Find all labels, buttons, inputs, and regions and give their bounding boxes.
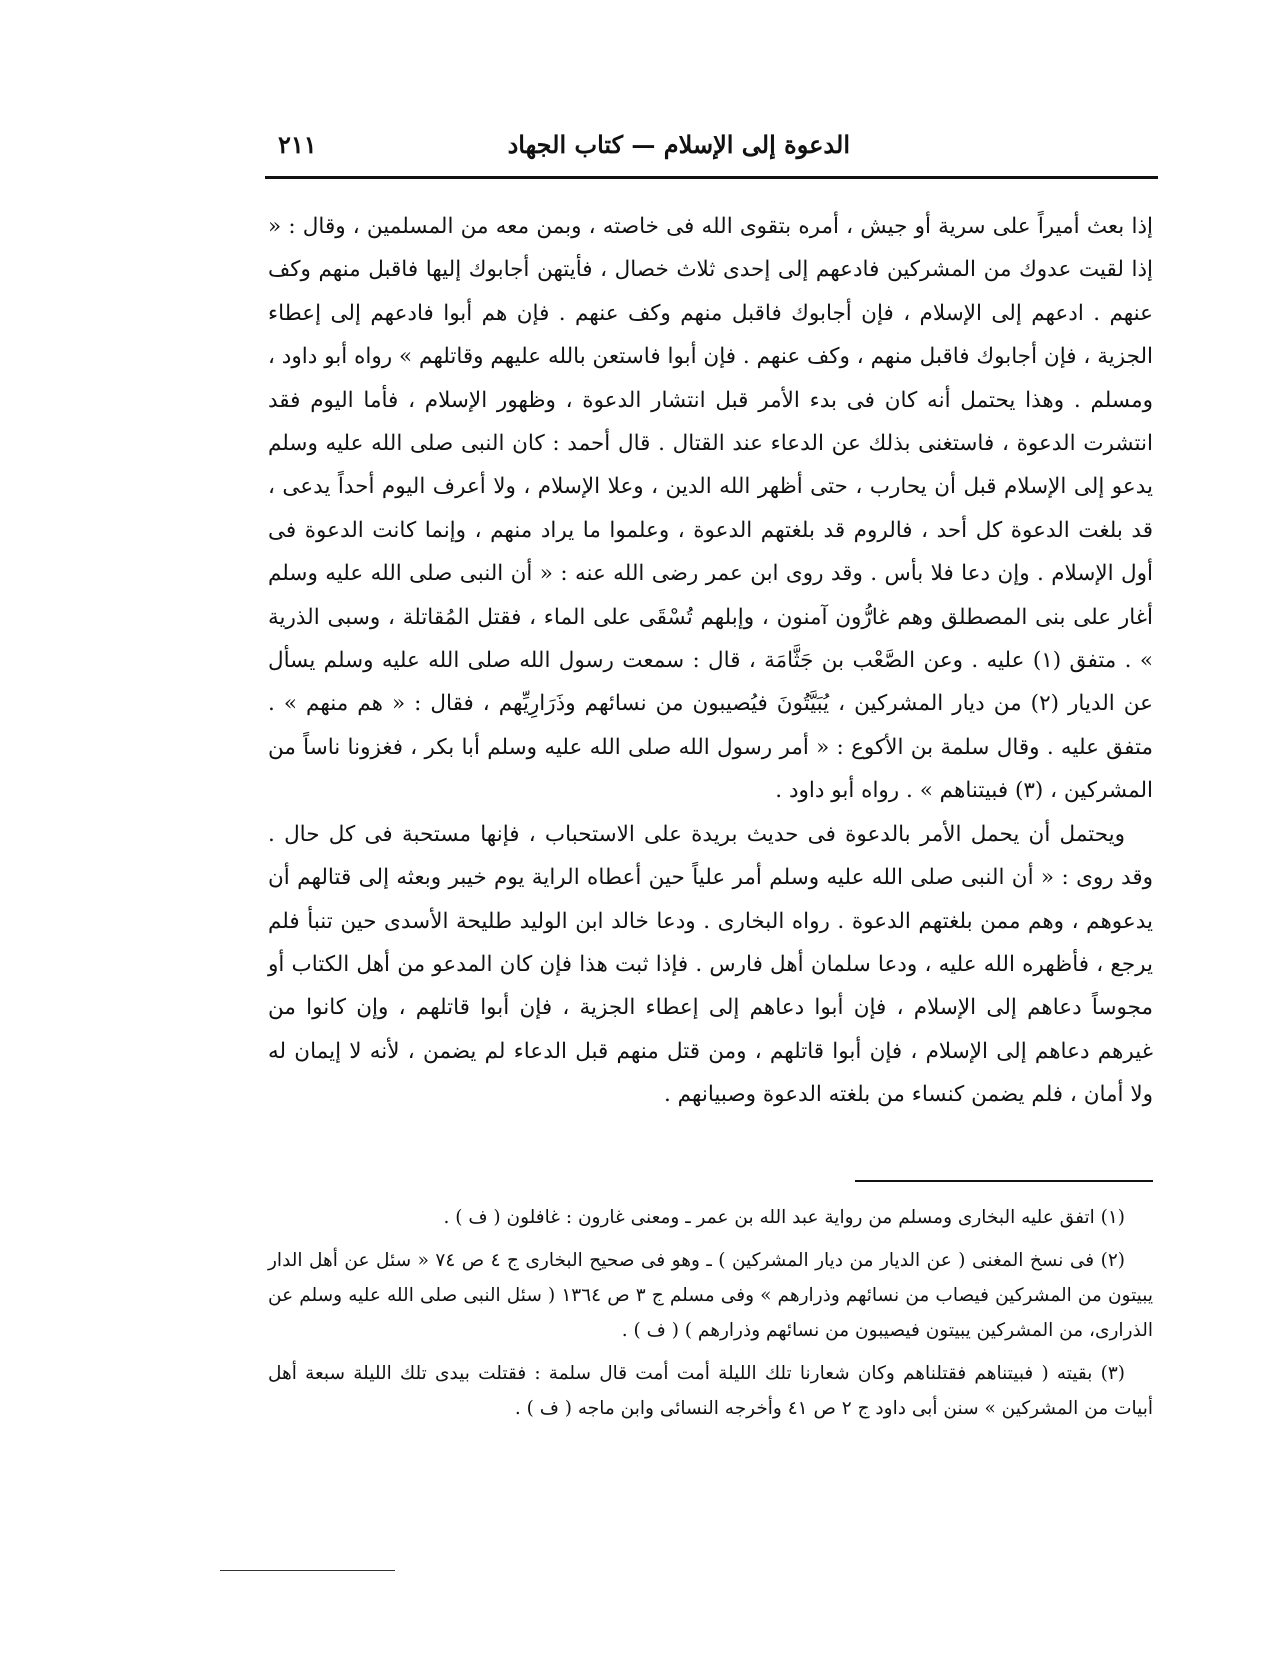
main-text [268,205,1153,1117]
footnote-1: (١) اتفق عليه البخارى ومسلم من رواية عبد الله بن عمر ـ ومعنى غارون : غافلون ( ف ) . [443,1207,1125,1228]
header-title: الدعوة إلى الإسلام — كتاب الجهاد [507,130,850,159]
running-header [270,122,1150,172]
footnote-3: (٣) بقيته ( فبيتناهم فقتلناهم وكان شعارنا تلك الليلة أمت أمت قال سلمة : فقتلت بيدى تلك الليلة سبعة أهل أبيات من المشركين » سنن أبى داود ج ٢ ص ٤١ وأخرجه النسائى وابن ماجه ( ف ) . [268,1363,1153,1419]
page-number: ٢١١ [278,130,317,159]
footnotes [268,1200,1153,1434]
bottom-rule [220,1570,395,1571]
footnote-separator [855,1180,1153,1182]
paragraph-1: إذا بعث أميراً على سرية أو جيش ، أمره بتقوى الله فى خاصته ، وبمن معه من المسلمين ، وقال : « إذا لقيت عدوك من المشركين فادعهم إلى إحدى ثلاث خصال ، فأيتهن أجابوك إليها فاقبل منهم وكف عنهم . ادعهم إلى الإسلام ، فإن أجابوك فاقبل منهم وكف عنهم . فإن هم أبوا فادعهم إلى إعطاء الجزية ، فإن أجابوك فاقبل منهم ، وكف عنهم . فإن أبوا فاستعن بالله عليهم وقاتلهم » رواه أبو داود ، ومسلم . وهذا يحتمل أنه كان فى بدء الأمر قبل انتشار الدعوة ، وظهور الإسلام ، فأما اليوم فقد انتشرت الدعوة ، فاستغنى بذلك عن الدعاء عند القتال . قال أحمد : كان النبى صلى الله عليه وسلم يدعو إلى الإسلام قبل أن يحارب ، حتى أظهر الله الدين ، وعلا الإسلام ، ولا أعرف اليوم أحداً يدعى ، قد بلغت الدعوة كل أحد ، فالروم قد بلغتهم الدعوة ، وعلموا ما يراد منهم ، وإنما كانت الدعوة فى أول الإسلام . وإن دعا فلا بأس . وقد روى ابن عمر رضى الله عنه : « أن النبى صلى الله عليه وسلم أغار على بنى المصطلق وهم غارُّون آمنون ، وإبلهم تُسْقَى على الماء ، فقتل المُقاتلة ، وسبى الذرية » . متفق (١) عليه . وعن الصَّعْب بن جَثَّامَة ، قال : سمعت رسول الله صلى الله عليه وسلم يسأل عن الديار (٢) من ديار المشركين ، يُبَيَّتُونَ فيُصيبون من نسائهم وذَرَارِيِّهم ، فقال : « هم منهم » . متفق عليه . وقال سلمة بن الأكوع : « أمر رسول الله صلى الله عليه وسلم أبا بكر ، فغزونا ناساً من المشركين ، (٣) فبيتناهم » . رواه أبو داود . [268,214,1153,804]
footnote-2: (٢) فى نسخ المغنى ( عن الديار من ديار المشركين ) ـ وهو فى صحيح البخارى ج ٤ ص ٧٤ « سئل عن أهل الدار يبيتون من المشركين فيصاب من نسائهم وذرارهم » وفى مسلم ج ٣ ص ١٣٦٤ ( سئل النبى صلى الله عليه وسلم عن الذرارى، من المشركين يبيتون فيصيبون من نسائهم وذرارهم ) ( ف ) . [268,1250,1153,1341]
paragraph-2: ويحتمل أن يحمل الأمر بالدعوة فى حديث بريدة على الاستحباب ، فإنها مستحبة فى كل حال . وقد روى : « أن النبى صلى الله عليه وسلم أمر علياً حين أعطاه الراية يوم خيبر وبعثه إلى قتالهم أن يدعوهم ، وهم ممن بلغتهم الدعوة . رواه البخارى . ودعا خالد ابن الوليد طليحة الأسدى حين تنبأ فلم يرجع ، فأظهره الله عليه ، ودعا سلمان أهل فارس . فإذا ثبت هذا فإن كان المدعو من أهل الكتاب أو مجوساً دعاهم إلى الإسلام ، فإن أبوا دعاهم إلى إعطاء الجزية ، فإن أبوا قاتلهم ، وإن كانوا من غيرهم دعاهم إلى الإسلام ، فإن أبوا قاتلهم ، ومن قتل منهم قبل الدعاء لم يضمن ، لأنه لا إيمان له ولا أمان ، فلم يضمن كنساء من بلغته الدعوة وصبيانهم . [268,821,1153,1108]
header-rule [265,176,1158,179]
